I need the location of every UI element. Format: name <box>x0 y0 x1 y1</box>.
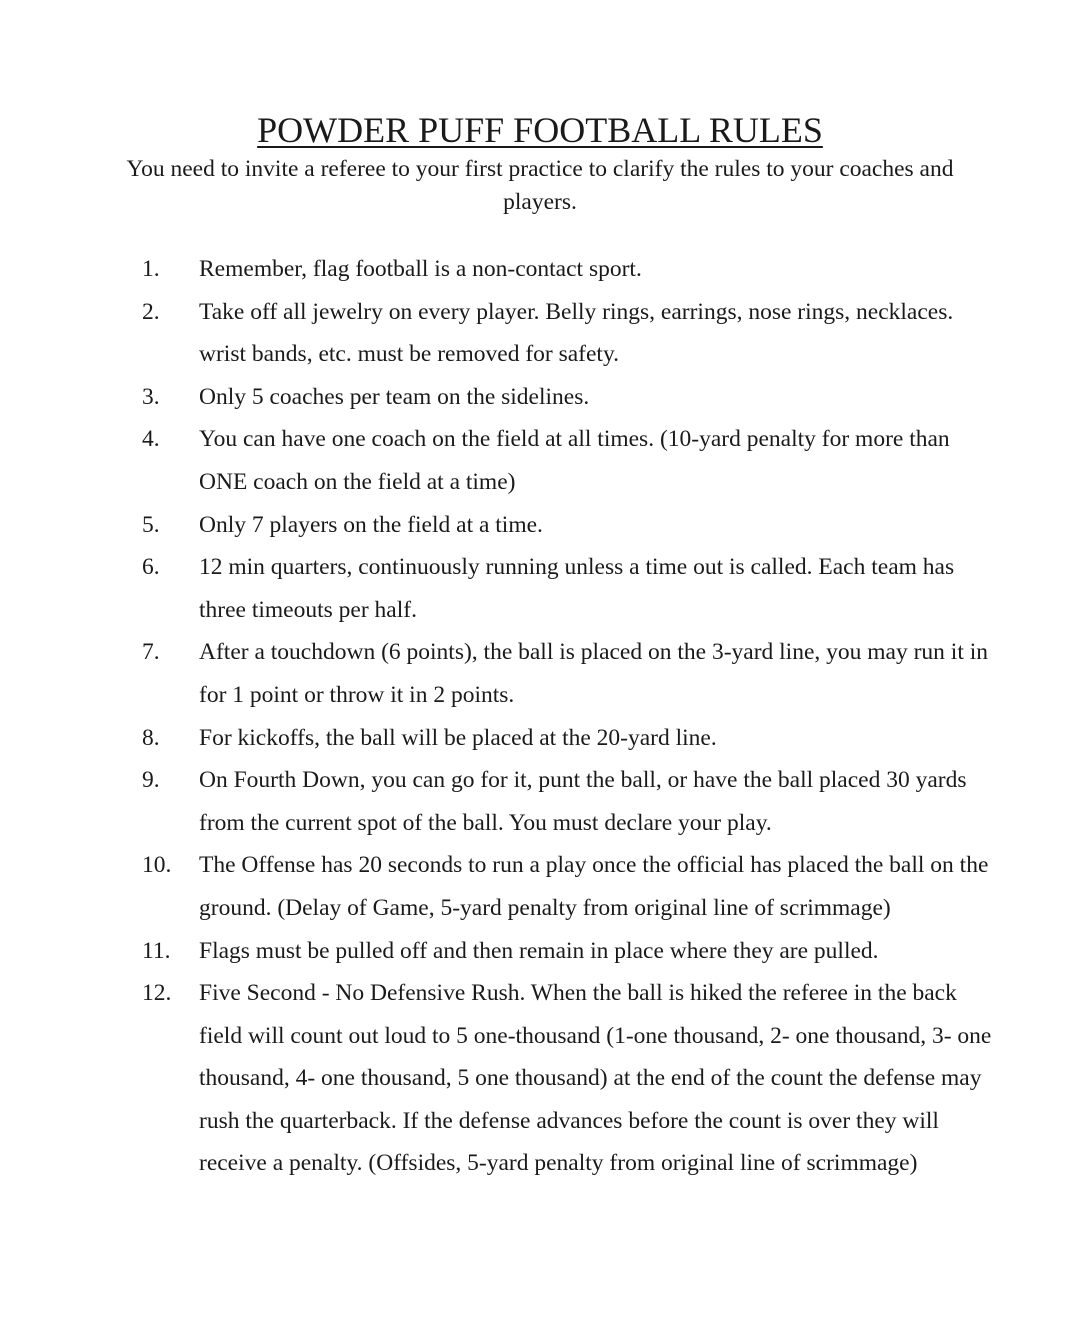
rule-number: 3. <box>142 383 160 410</box>
rule-number: 4. <box>142 426 160 453</box>
rule-item-9 <box>0 759 1080 844</box>
rule-number: 9. <box>142 767 160 794</box>
rule-text: Five Second - No Defensive Rush. When the ball is hiked the referee in the back field will count out loud to 5 one-thousand (1-one thousand, 2- one thousand, 3- one thousand, 4- one thousand, 5 one thousand) at the end of the count the defense may rush the quarterback. If the defense advances before the count is over they will receive a penalty. (Offsides, 5-yard penalty from original line of scrimmage) <box>199 980 992 1177</box>
rule-item-6 <box>0 546 1080 631</box>
rule-text: Remember, flag football is a non-contact sport. <box>199 256 642 282</box>
rule-item-3 <box>0 376 1080 419</box>
rule-number: 11. <box>142 937 171 964</box>
rule-item-11 <box>0 930 1080 973</box>
rule-number: 12. <box>142 980 172 1007</box>
intro-text: You need to invite a referee to your first practice to clarify the rules to your coaches and players. <box>126 156 954 215</box>
rule-number: 7. <box>142 639 160 666</box>
rule-number: 1. <box>142 256 160 282</box>
rule-number: 8. <box>142 724 160 751</box>
rules-list <box>0 248 1080 1185</box>
rule-text: For kickoffs, the ball will be placed at the 20-yard line. <box>199 724 717 751</box>
rule-item-2 <box>0 291 1080 376</box>
rule-number: 2. <box>142 298 160 325</box>
rule-item-7 <box>0 631 1080 716</box>
rule-number: 10. <box>142 852 172 879</box>
rule-text: Flags must be pulled off and then remain in place where they are pulled. <box>199 937 879 964</box>
rule-text: After a touchdown (6 points), the ball is placed on the 3-yard line, you may run it in for 1 point or throw it in 2 points. <box>199 639 989 708</box>
rule-item-1 <box>0 248 1080 291</box>
rule-number: 5. <box>142 511 160 538</box>
rule-text: Only 5 coaches per team on the sidelines. <box>199 383 590 410</box>
rule-text: 12 min quarters, continuously running unless a time out is called. Each team has three timeouts per half. <box>199 554 955 623</box>
document-title: POWDER PUFF FOOTBALL RULES <box>257 110 823 150</box>
rule-number: 6. <box>142 554 160 581</box>
rule-item-5 <box>0 504 1080 547</box>
rule-text: Take off all jewelry on every player. Belly rings, earrings, nose rings, necklaces. wrist bands, etc. must be removed for safety. <box>199 298 954 368</box>
rule-item-4 <box>0 418 1080 503</box>
rule-item-12 <box>0 972 1080 1185</box>
rule-text: You can have one coach on the field at all times. (10-yard penalty for more than ONE coach on the field at a time) <box>199 426 950 495</box>
rule-text: Only 7 players on the field at a time. <box>199 511 543 538</box>
rule-item-10 <box>0 844 1080 929</box>
rule-item-8 <box>0 717 1080 760</box>
rule-text: On Fourth Down, you can go for it, punt the ball, or have the ball placed 30 yards from the current spot of the ball. You must declare your play. <box>199 767 967 836</box>
rule-text: The Offense has 20 seconds to run a play once the official has placed the ball on the ground. (Delay of Game, 5-yard penalty from original line of scrimmage) <box>199 852 989 921</box>
